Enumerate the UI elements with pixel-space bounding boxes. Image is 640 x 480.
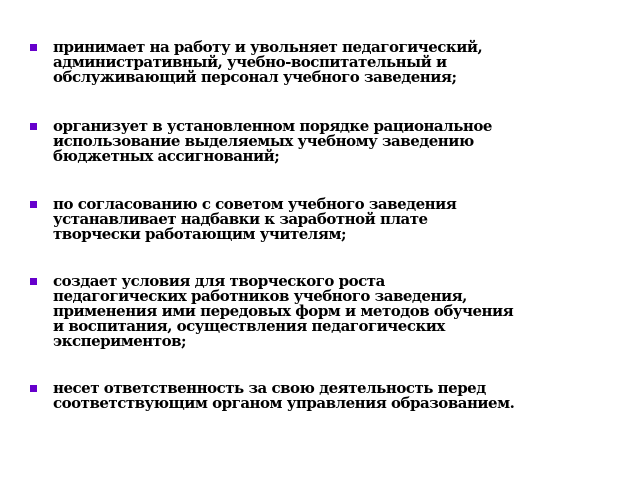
list-item-text: организует в установленном порядке рациональное использование выделяемых учебному заведению бюджетных ассигнований; bbox=[53, 117, 492, 165]
list-item bbox=[30, 40, 620, 85]
bullet-list bbox=[30, 40, 620, 411]
list-item-text: создает условия для творческого роста педагогических работников учебного заведения, применения ими передовых форм и методов обучения и воспитания, осуществления педагогических экспериментов; bbox=[53, 272, 514, 350]
square-bullet-icon bbox=[30, 278, 37, 285]
list-item bbox=[30, 119, 620, 164]
square-bullet-icon bbox=[30, 44, 37, 51]
square-bullet-icon bbox=[30, 123, 37, 130]
list-item bbox=[30, 274, 620, 349]
list-item-text: по согласованию с советом учебного заведения устанавливает надбавки к заработной плате творчески работающим учителям; bbox=[53, 195, 457, 243]
list-item-text: принимает на работу и увольняет педагогический, административный, учебно-воспитательный и обслуживающий персонал учебного заведения; bbox=[53, 38, 483, 86]
list-item-text: несет ответственность за свою деятельность перед соответствующим органом управления образованием. bbox=[53, 379, 515, 412]
square-bullet-icon bbox=[30, 385, 37, 392]
list-item bbox=[30, 381, 620, 411]
square-bullet-icon bbox=[30, 201, 37, 208]
list-item bbox=[30, 197, 620, 242]
